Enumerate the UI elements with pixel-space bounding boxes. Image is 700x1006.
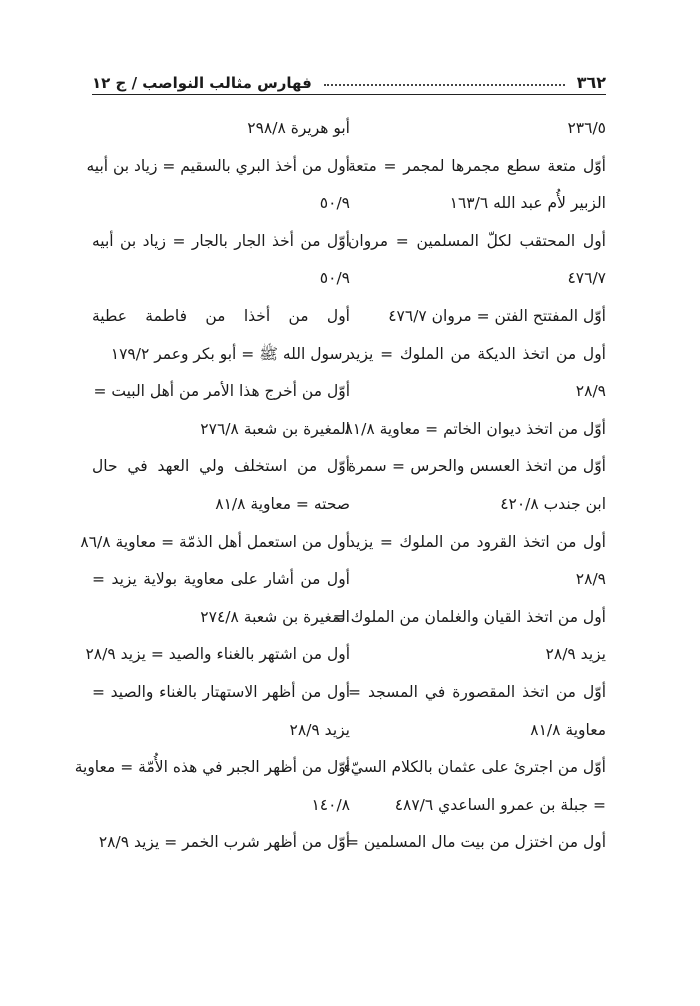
index-line: أول من أظهر الاستهتار بالغناء والصيد = xyxy=(92,682,350,701)
index-line: صحته = معاوية ٨١/٨ xyxy=(215,494,350,513)
index-line: أوّل من أخرج هذا الأمر من أهل البيت = xyxy=(93,382,350,401)
index-line: أول من أخذ البري بالسقيم = زياد بن أبيه xyxy=(86,156,350,175)
index-line: ٢٨/٩ xyxy=(575,570,606,589)
index-line: أوّل المفتتح الفتن = مروان ٤٧٦/٧ xyxy=(388,306,606,325)
index-line: أول من اتخذ القيان والغلمان من الملوك = xyxy=(332,607,606,626)
index-line: أوّل من أظهر شرب الخمر = يزيد ٢٨/٩ xyxy=(98,833,350,852)
index-line: أول من اتخذ الديكة من الملوك = يزيد xyxy=(348,344,606,363)
index-line: ٢٨/٩ xyxy=(575,382,606,401)
index-line: الزبير لأُم عبد الله ١٦٣/٦ xyxy=(449,194,606,213)
index-line: أوّل من أظهر الجبر في هذه الأُمّة = معاوية xyxy=(74,758,350,777)
index-line: أول من أخذا من فاطمة عطية xyxy=(92,306,350,325)
page-number: ٣٦٢ xyxy=(576,73,606,92)
index-line: أول المحتقب لكلّ المسلمين = مروان xyxy=(348,231,606,250)
index-line: رسول الله ﷺ = أبو بكر وعمر ١٧٩/٢ xyxy=(110,344,350,363)
index-line: المغيرة بن شعبة ٢٧٦/٨ xyxy=(200,419,350,438)
index-line: أوّل متعة سطع مجمرها لمجمر = متعة xyxy=(348,156,606,175)
index-line: أوّل من اجترئ على عثمان بالكلام السيّء xyxy=(343,758,606,777)
index-line: ٢٣٦/٥ xyxy=(567,119,606,137)
leader-dots xyxy=(324,84,565,86)
index-line: أبو هريرة ٢٩٨/٨ xyxy=(247,119,350,137)
header-rule xyxy=(92,94,606,95)
index-line: أوّل من أخذ الجار بالجار = زياد بن أبيه xyxy=(92,231,350,250)
index-line: أوّل من اتخذ العسس والحرس = سمرة xyxy=(348,457,606,476)
index-line: يزيد ٢٨/٩ xyxy=(289,720,350,739)
index-line: أول من اختزل من بيت مال المسلمين = xyxy=(346,833,606,852)
index-line: ٥٠/٩ xyxy=(319,194,350,213)
index-line: يزيد ٢٨/٩ xyxy=(545,645,606,664)
index-line: أول من اشتهر بالغناء والصيد = يزيد ٢٨/٩ xyxy=(85,645,350,664)
index-line: أوّل من استخلف ولي العهد في حال xyxy=(92,457,350,476)
index-column-left xyxy=(74,110,350,862)
index-line: أول من استعمل أهل الذمّة = معاوية ٨٦/٨ xyxy=(80,532,350,551)
index-line: المغيرة بن شعبة ٢٧٤/٨ xyxy=(200,607,350,626)
index-line: أول من أشار على معاوية بولاية يزيد = xyxy=(92,570,350,589)
header-title: فهارس مثالب النواصب / ج ١٢ xyxy=(92,74,312,92)
index-line: ١٤٠/٨ xyxy=(311,795,350,814)
index-line: أول من اتخذ القرود من الملوك = يزيد xyxy=(348,532,606,551)
index-line: = جبلة بن عمرو الساعدي ٤٨٧/٦ xyxy=(394,795,606,814)
running-header xyxy=(92,62,606,92)
index-line: ٥٠/٩ xyxy=(319,269,350,288)
index-line: أوّل من اتخذ المقصورة في المسجد = xyxy=(348,682,606,701)
index-line: أوّل من اتخذ ديوان الخاتم = معاوية ٨١/٨ xyxy=(344,419,606,438)
index-line: ابن جندب ٤٢٠/٨ xyxy=(500,494,606,513)
index-line: معاوية ٨١/٨ xyxy=(530,720,606,739)
index-line: ٤٧٦/٧ xyxy=(567,269,606,288)
